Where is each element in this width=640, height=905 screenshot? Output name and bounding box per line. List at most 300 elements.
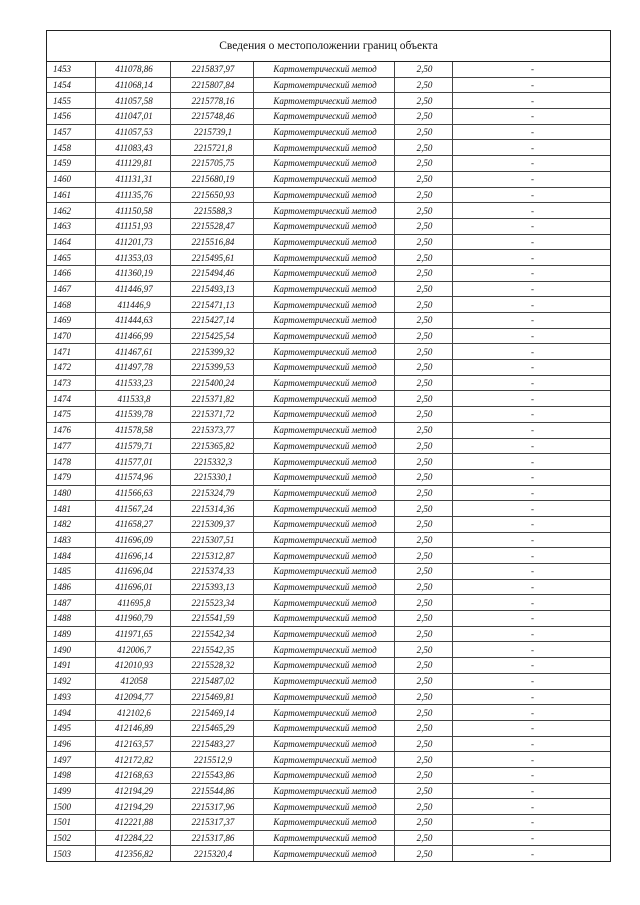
precision-cell: 2,50 (395, 626, 453, 642)
x-coordinate-cell: 411695,8 (96, 595, 171, 611)
precision-cell: 2,50 (395, 407, 453, 423)
y-coordinate-cell: 2215317,37 (171, 815, 254, 831)
method-cell: Картометрический метод (254, 783, 395, 799)
description-cell: - (453, 109, 611, 125)
point-number-cell: 1486 (47, 579, 96, 595)
method-cell: Картометрический метод (254, 830, 395, 846)
x-coordinate-cell: 411151,93 (96, 218, 171, 234)
point-number-cell: 1453 (47, 62, 96, 77)
method-cell: Картометрический метод (254, 579, 395, 595)
method-cell: Картометрический метод (254, 344, 395, 360)
table-row (47, 93, 610, 109)
x-coordinate-cell: 412010,93 (96, 658, 171, 674)
method-cell: Картометрический метод (254, 171, 395, 187)
method-cell: Картометрический метод (254, 77, 395, 93)
y-coordinate-cell: 2215528,32 (171, 658, 254, 674)
point-number-cell: 1484 (47, 548, 96, 564)
description-cell: - (453, 595, 611, 611)
x-coordinate-cell: 411497,78 (96, 360, 171, 376)
precision-cell: 2,50 (395, 124, 453, 140)
description-cell: - (453, 328, 611, 344)
description-cell: - (453, 375, 611, 391)
precision-cell: 2,50 (395, 187, 453, 203)
x-coordinate-cell: 411567,24 (96, 501, 171, 517)
table-row (47, 203, 610, 219)
y-coordinate-cell: 2215317,86 (171, 830, 254, 846)
method-cell: Картометрический метод (254, 611, 395, 627)
x-coordinate-cell: 411960,79 (96, 611, 171, 627)
x-coordinate-cell: 411658,27 (96, 516, 171, 532)
method-cell: Картометрический метод (254, 689, 395, 705)
description-cell: - (453, 783, 611, 799)
table-row (47, 626, 610, 642)
x-coordinate-cell: 411696,01 (96, 579, 171, 595)
method-cell: Картометрический метод (254, 815, 395, 831)
precision-cell: 2,50 (395, 799, 453, 815)
y-coordinate-cell: 2215512,9 (171, 752, 254, 768)
y-coordinate-cell: 2215680,19 (171, 171, 254, 187)
description-cell: - (453, 187, 611, 203)
method-cell: Картометрический метод (254, 313, 395, 329)
description-cell: - (453, 579, 611, 595)
x-coordinate-cell: 412006,7 (96, 642, 171, 658)
table-row (47, 156, 610, 172)
description-cell: - (453, 799, 611, 815)
point-number-cell: 1464 (47, 234, 96, 250)
point-number-cell: 1474 (47, 391, 96, 407)
precision-cell: 2,50 (395, 469, 453, 485)
x-coordinate-cell: 411696,09 (96, 532, 171, 548)
point-number-cell: 1467 (47, 281, 96, 297)
y-coordinate-cell: 2215541,59 (171, 611, 254, 627)
description-cell: - (453, 532, 611, 548)
point-number-cell: 1498 (47, 767, 96, 783)
precision-cell: 2,50 (395, 516, 453, 532)
precision-cell: 2,50 (395, 313, 453, 329)
y-coordinate-cell: 2215425,54 (171, 328, 254, 344)
y-coordinate-cell: 2215312,87 (171, 548, 254, 564)
x-coordinate-cell: 411135,76 (96, 187, 171, 203)
method-cell: Картометрический метод (254, 767, 395, 783)
method-cell: Картометрический метод (254, 250, 395, 266)
method-cell: Картометрический метод (254, 265, 395, 281)
y-coordinate-cell: 2215487,02 (171, 673, 254, 689)
point-number-cell: 1460 (47, 171, 96, 187)
method-cell: Картометрический метод (254, 360, 395, 376)
table-row (47, 705, 610, 721)
table-row (47, 673, 610, 689)
table-row (47, 642, 610, 658)
x-coordinate-cell: 411129,81 (96, 156, 171, 172)
y-coordinate-cell: 2215516,84 (171, 234, 254, 250)
table-row (47, 313, 610, 329)
point-number-cell: 1496 (47, 736, 96, 752)
table-row (47, 297, 610, 313)
description-cell: - (453, 422, 611, 438)
precision-cell: 2,50 (395, 234, 453, 250)
table-row (47, 611, 610, 627)
precision-cell: 2,50 (395, 642, 453, 658)
point-number-cell: 1475 (47, 407, 96, 423)
table-row (47, 846, 610, 861)
boundary-table-sheet (46, 30, 611, 862)
x-coordinate-cell: 411057,58 (96, 93, 171, 109)
table-row (47, 532, 610, 548)
description-cell: - (453, 391, 611, 407)
description-cell: - (453, 62, 611, 77)
description-cell: - (453, 454, 611, 470)
precision-cell: 2,50 (395, 783, 453, 799)
table-row (47, 485, 610, 501)
method-cell: Картометрический метод (254, 140, 395, 156)
precision-cell: 2,50 (395, 109, 453, 125)
table-row (47, 281, 610, 297)
precision-cell: 2,50 (395, 673, 453, 689)
x-coordinate-cell: 411083,43 (96, 140, 171, 156)
y-coordinate-cell: 2215469,81 (171, 689, 254, 705)
method-cell: Картометрический метод (254, 93, 395, 109)
point-number-cell: 1495 (47, 720, 96, 736)
y-coordinate-cell: 2215371,82 (171, 391, 254, 407)
method-cell: Картометрический метод (254, 642, 395, 658)
description-cell: - (453, 469, 611, 485)
description-cell: - (453, 203, 611, 219)
description-cell: - (453, 501, 611, 517)
x-coordinate-cell: 411353,03 (96, 250, 171, 266)
method-cell: Картометрический метод (254, 548, 395, 564)
description-cell: - (453, 234, 611, 250)
method-cell: Картометрический метод (254, 595, 395, 611)
x-coordinate-cell: 411539,78 (96, 407, 171, 423)
precision-cell: 2,50 (395, 265, 453, 281)
table-row (47, 109, 610, 125)
precision-cell: 2,50 (395, 281, 453, 297)
point-number-cell: 1494 (47, 705, 96, 721)
point-number-cell: 1487 (47, 595, 96, 611)
method-cell: Картометрический метод (254, 328, 395, 344)
precision-cell: 2,50 (395, 454, 453, 470)
y-coordinate-cell: 2215373,77 (171, 422, 254, 438)
method-cell: Картометрический метод (254, 297, 395, 313)
point-number-cell: 1456 (47, 109, 96, 125)
point-number-cell: 1465 (47, 250, 96, 266)
method-cell: Картометрический метод (254, 736, 395, 752)
point-number-cell: 1478 (47, 454, 96, 470)
x-coordinate-cell: 411466,99 (96, 328, 171, 344)
point-number-cell: 1457 (47, 124, 96, 140)
y-coordinate-cell: 2215748,46 (171, 109, 254, 125)
precision-cell: 2,50 (395, 297, 453, 313)
method-cell: Картометрический метод (254, 485, 395, 501)
x-coordinate-cell: 412194,29 (96, 799, 171, 815)
precision-cell: 2,50 (395, 156, 453, 172)
description-cell: - (453, 407, 611, 423)
precision-cell: 2,50 (395, 689, 453, 705)
method-cell: Картометрический метод (254, 156, 395, 172)
point-number-cell: 1470 (47, 328, 96, 344)
table-row (47, 360, 610, 376)
y-coordinate-cell: 2215399,53 (171, 360, 254, 376)
point-number-cell: 1471 (47, 344, 96, 360)
method-cell: Картометрический метод (254, 626, 395, 642)
description-cell: - (453, 77, 611, 93)
x-coordinate-cell: 411150,58 (96, 203, 171, 219)
y-coordinate-cell: 2215393,13 (171, 579, 254, 595)
method-cell: Картометрический метод (254, 375, 395, 391)
method-cell: Картометрический метод (254, 501, 395, 517)
x-coordinate-cell: 411971,65 (96, 626, 171, 642)
x-coordinate-cell: 411578,58 (96, 422, 171, 438)
description-cell: - (531, 848, 534, 859)
point-number-cell: 1492 (47, 673, 96, 689)
y-coordinate-cell: 2215650,93 (171, 187, 254, 203)
point-number-cell: 1489 (47, 626, 96, 642)
precision-cell: 2,50 (395, 218, 453, 234)
precision-cell: 2,50 (395, 485, 453, 501)
y-coordinate-cell: 2215317,96 (171, 799, 254, 815)
table-row (47, 579, 610, 595)
table-row (47, 234, 610, 250)
table-row (47, 375, 610, 391)
point-number-cell: 1503 (47, 846, 96, 861)
point-number-cell: 1499 (47, 783, 96, 799)
description-cell: - (453, 250, 611, 266)
table-row (47, 595, 610, 611)
y-coordinate-cell: 2215837,97 (171, 62, 254, 77)
description-cell: - (453, 736, 611, 752)
method-cell: Картометрический метод (254, 407, 395, 423)
x-coordinate-cell: 411566,63 (96, 485, 171, 501)
point-number-cell: 1501 (47, 815, 96, 831)
table-row (47, 548, 610, 564)
y-coordinate-cell: 2215330,1 (171, 469, 254, 485)
point-number-cell: 1480 (47, 485, 96, 501)
table-row (47, 407, 610, 423)
method-cell: Картометрический метод (254, 109, 395, 125)
method-cell: Картометрический метод (254, 752, 395, 768)
method-cell: Картометрический метод (254, 62, 395, 77)
table-row (47, 830, 610, 846)
table-title: Сведения о местоположении границ объекта (47, 31, 610, 62)
y-coordinate-cell: 2215320,4 (171, 846, 254, 861)
x-coordinate-cell: 411201,73 (96, 234, 171, 250)
table-row (47, 62, 610, 77)
description-cell: - (453, 720, 611, 736)
point-number-cell: 1469 (47, 313, 96, 329)
y-coordinate-cell: 2215309,37 (171, 516, 254, 532)
point-number-cell: 1477 (47, 438, 96, 454)
description-cell: - (453, 830, 611, 846)
table-row (47, 77, 610, 93)
y-coordinate-cell: 2215523,34 (171, 595, 254, 611)
y-coordinate-cell: 2215588,3 (171, 203, 254, 219)
table-row (47, 783, 610, 799)
table-body (47, 62, 610, 861)
table-row (47, 752, 610, 768)
method-cell: Картометрический метод (254, 234, 395, 250)
precision-cell: 2,50 (395, 611, 453, 627)
table-row (47, 799, 610, 815)
x-coordinate-cell: 411579,71 (96, 438, 171, 454)
y-coordinate-cell: 2215400,24 (171, 375, 254, 391)
point-number-cell: 1481 (47, 501, 96, 517)
y-coordinate-cell: 2215483,27 (171, 736, 254, 752)
table-row (47, 736, 610, 752)
y-coordinate-cell: 2215314,36 (171, 501, 254, 517)
table-row (47, 454, 610, 470)
precision-cell: 2,50 (395, 595, 453, 611)
point-number-cell: 1462 (47, 203, 96, 219)
table-row (47, 658, 610, 674)
method-cell: Картометрический метод (254, 469, 395, 485)
table-row (47, 516, 610, 532)
table-row (47, 501, 610, 517)
y-coordinate-cell: 2215705,75 (171, 156, 254, 172)
point-number-cell: 1488 (47, 611, 96, 627)
method-cell: Картометрический метод (254, 846, 395, 861)
y-coordinate-cell: 2215427,14 (171, 313, 254, 329)
precision-cell: 2,50 (395, 501, 453, 517)
x-coordinate-cell: 412094,77 (96, 689, 171, 705)
method-cell: Картометрический метод (254, 720, 395, 736)
description-cell: - (453, 140, 611, 156)
method-cell: Картометрический метод (254, 532, 395, 548)
precision-cell: 2,50 (395, 93, 453, 109)
description-cell: - (453, 548, 611, 564)
description-cell: - (453, 156, 611, 172)
x-coordinate-cell: 412168,63 (96, 767, 171, 783)
point-number-cell: 1493 (47, 689, 96, 705)
x-coordinate-cell: 412146,89 (96, 720, 171, 736)
precision-cell: 2,50 (395, 658, 453, 674)
point-number-cell: 1502 (47, 830, 96, 846)
table-row (47, 265, 610, 281)
x-coordinate-cell: 411446,97 (96, 281, 171, 297)
method-cell: Картометрический метод (254, 203, 395, 219)
method-cell: Картометрический метод (254, 564, 395, 580)
description-cell: - (453, 281, 611, 297)
method-cell: Картометрический метод (254, 454, 395, 470)
table-row (47, 438, 610, 454)
x-coordinate-cell: 412058 (96, 673, 171, 689)
table-row (47, 767, 610, 783)
description-cell: - (453, 642, 611, 658)
precision-cell: 2,50 (395, 720, 453, 736)
precision-cell: 2,50 (395, 140, 453, 156)
precision-cell: 2,50 (395, 736, 453, 752)
x-coordinate-cell: 411444,63 (96, 313, 171, 329)
x-coordinate-cell: 411533,23 (96, 375, 171, 391)
precision-cell: 2,50 (395, 62, 453, 77)
precision-cell: 2,50 (395, 375, 453, 391)
x-coordinate-cell: 411577,01 (96, 454, 171, 470)
precision-cell: 2,50 (395, 767, 453, 783)
y-coordinate-cell: 2215544,86 (171, 783, 254, 799)
point-number-cell: 1459 (47, 156, 96, 172)
description-cell: - (453, 93, 611, 109)
point-number-cell: 1473 (47, 375, 96, 391)
point-number-cell: 1485 (47, 564, 96, 580)
precision-cell: 2,50 (395, 705, 453, 721)
precision-cell: 2,50 (395, 815, 453, 831)
y-coordinate-cell: 2215365,82 (171, 438, 254, 454)
description-cell: - (453, 564, 611, 580)
precision-cell: 2,50 (395, 752, 453, 768)
x-coordinate-cell: 411360,19 (96, 265, 171, 281)
point-number-cell: 1482 (47, 516, 96, 532)
y-coordinate-cell: 2215324,79 (171, 485, 254, 501)
point-number-cell: 1454 (47, 77, 96, 93)
y-coordinate-cell: 2215739,1 (171, 124, 254, 140)
precision-cell: 2,50 (395, 548, 453, 564)
table-row (47, 328, 610, 344)
precision-cell: 2,50 (395, 328, 453, 344)
method-cell: Картометрический метод (254, 124, 395, 140)
table-row (47, 187, 610, 203)
method-cell: Картометрический метод (254, 658, 395, 674)
y-coordinate-cell: 2215399,32 (171, 344, 254, 360)
y-coordinate-cell: 2215469,14 (171, 705, 254, 721)
method-cell: Картометрический метод (254, 799, 395, 815)
x-coordinate-cell: 411467,61 (96, 344, 171, 360)
table-row (47, 422, 610, 438)
point-number-cell: 1483 (47, 532, 96, 548)
precision-cell: 2,50 (395, 564, 453, 580)
point-number-cell: 1455 (47, 93, 96, 109)
point-number-cell: 1500 (47, 799, 96, 815)
description-cell: - (453, 124, 611, 140)
point-number-cell: 1458 (47, 140, 96, 156)
point-number-cell: 1476 (47, 422, 96, 438)
x-coordinate-cell: 411068,14 (96, 77, 171, 93)
y-coordinate-cell: 2215542,35 (171, 642, 254, 658)
point-number-cell: 1466 (47, 265, 96, 281)
x-coordinate-cell: 412172,82 (96, 752, 171, 768)
y-coordinate-cell: 2215493,13 (171, 281, 254, 297)
description-cell: - (453, 171, 611, 187)
table-row (47, 689, 610, 705)
method-cell: Картометрический метод (254, 187, 395, 203)
description-cell: - (453, 265, 611, 281)
y-coordinate-cell: 2215721,8 (171, 140, 254, 156)
table-row (47, 124, 610, 140)
y-coordinate-cell: 2215542,34 (171, 626, 254, 642)
y-coordinate-cell: 2215528,47 (171, 218, 254, 234)
method-cell: Картометрический метод (254, 438, 395, 454)
point-number-cell: 1472 (47, 360, 96, 376)
table-row (47, 469, 610, 485)
method-cell: Картометрический метод (254, 673, 395, 689)
description-cell: - (453, 767, 611, 783)
x-coordinate-cell: 411446,9 (96, 297, 171, 313)
precision-cell: 2,50 (395, 250, 453, 266)
description-cell: - (453, 438, 611, 454)
precision-cell: 2,50 (395, 438, 453, 454)
x-coordinate-cell: 412284,22 (96, 830, 171, 846)
x-coordinate-cell: 411533,8 (96, 391, 171, 407)
method-cell: Картометрический метод (254, 218, 395, 234)
description-cell: - (453, 360, 611, 376)
x-coordinate-cell: 411047,01 (96, 109, 171, 125)
x-coordinate-cell: 411057,53 (96, 124, 171, 140)
x-coordinate-cell: 412194,29 (96, 783, 171, 799)
precision-cell: 2,50 (395, 344, 453, 360)
point-number-cell: 1461 (47, 187, 96, 203)
description-cell: - (453, 705, 611, 721)
table-row (47, 564, 610, 580)
description-cell: - (453, 658, 611, 674)
table-row (47, 815, 610, 831)
